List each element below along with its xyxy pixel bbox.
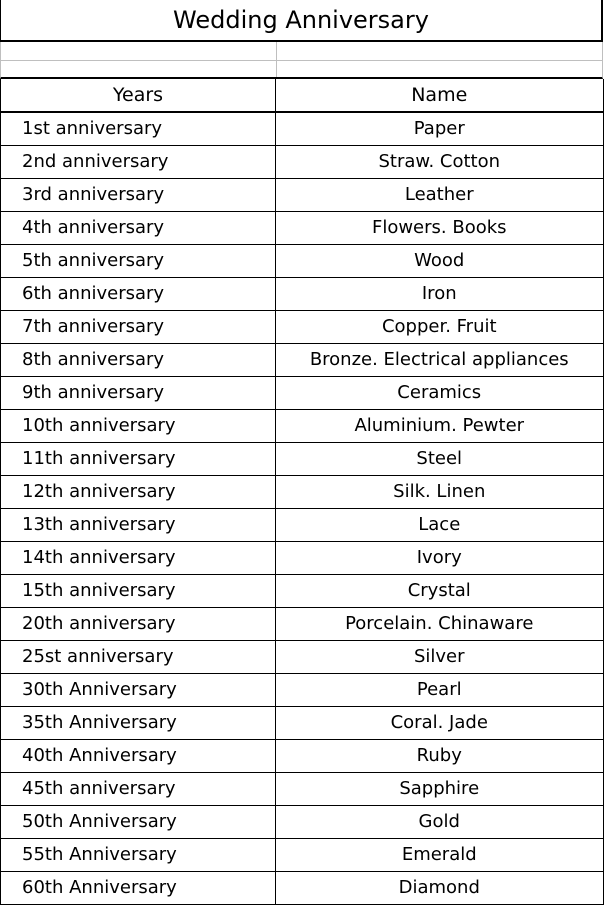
year-cell[interactable]: 6th anniversary (1, 277, 276, 310)
year-cell[interactable]: 4th anniversary (1, 211, 276, 244)
table-row (1, 376, 604, 409)
name-cell[interactable]: Lace (276, 508, 604, 541)
year-cell[interactable]: 12th anniversary (1, 475, 276, 508)
table-row (1, 475, 604, 508)
year-cell[interactable]: 20th anniversary (1, 607, 276, 640)
year-cell[interactable]: 40th Anniversary (1, 739, 276, 772)
year-cell[interactable]: 7th anniversary (1, 310, 276, 343)
year-cell[interactable]: 14th anniversary (1, 541, 276, 574)
column-header-years[interactable]: Years (1, 79, 276, 112)
table-row (1, 838, 604, 871)
anniversary-table (0, 79, 604, 905)
empty-row[interactable] (0, 42, 603, 61)
table-row (1, 145, 604, 178)
name-cell[interactable]: Ivory (276, 541, 604, 574)
table-row (1, 805, 604, 838)
name-cell[interactable]: Iron (276, 277, 604, 310)
year-cell[interactable]: 45th anniversary (1, 772, 276, 805)
column-divider (276, 42, 277, 60)
year-cell[interactable]: 25st anniversary (1, 640, 276, 673)
name-cell[interactable]: Ruby (276, 739, 604, 772)
table-body (1, 112, 604, 904)
year-cell[interactable]: 35th Anniversary (1, 706, 276, 739)
table-row (1, 178, 604, 211)
table-row (1, 706, 604, 739)
name-cell[interactable]: Copper. Fruit (276, 310, 604, 343)
name-cell[interactable]: Wood (276, 244, 604, 277)
table-row (1, 640, 604, 673)
name-cell[interactable]: Silver (276, 640, 604, 673)
column-divider (276, 61, 277, 77)
year-cell[interactable]: 50th Anniversary (1, 805, 276, 838)
table-row (1, 508, 604, 541)
name-cell[interactable]: Bronze. Electrical appliances (276, 343, 604, 376)
name-cell[interactable]: Leather (276, 178, 604, 211)
name-cell[interactable]: Porcelain. Chinaware (276, 607, 604, 640)
table-row (1, 739, 604, 772)
table-row (1, 871, 604, 904)
year-cell[interactable]: 60th Anniversary (1, 871, 276, 904)
table-row (1, 310, 604, 343)
name-cell[interactable]: Paper (276, 112, 604, 145)
year-cell[interactable]: 1st anniversary (1, 112, 276, 145)
year-cell[interactable]: 10th anniversary (1, 409, 276, 442)
name-cell[interactable]: Pearl (276, 673, 604, 706)
table-row (1, 607, 604, 640)
year-cell[interactable]: 8th anniversary (1, 343, 276, 376)
name-cell[interactable]: Sapphire (276, 772, 604, 805)
table-row (1, 409, 604, 442)
name-cell[interactable]: Silk. Linen (276, 475, 604, 508)
table-row (1, 343, 604, 376)
name-cell[interactable]: Emerald (276, 838, 604, 871)
table-row (1, 772, 604, 805)
year-cell[interactable]: 30th Anniversary (1, 673, 276, 706)
name-cell[interactable]: Aluminium. Pewter (276, 409, 604, 442)
table-row (1, 244, 604, 277)
table-row (1, 211, 604, 244)
header-row (1, 79, 604, 112)
year-cell[interactable]: 55th Anniversary (1, 838, 276, 871)
name-cell[interactable]: Ceramics (276, 376, 604, 409)
year-cell[interactable]: 3rd anniversary (1, 178, 276, 211)
year-cell[interactable]: 9th anniversary (1, 376, 276, 409)
name-cell[interactable]: Steel (276, 442, 604, 475)
name-cell[interactable]: Crystal (276, 574, 604, 607)
year-cell[interactable]: 15th anniversary (1, 574, 276, 607)
table-row (1, 112, 604, 145)
name-cell[interactable]: Straw. Cotton (276, 145, 604, 178)
table-row (1, 277, 604, 310)
table-title[interactable]: Wedding Anniversary (0, 0, 603, 42)
empty-row[interactable] (0, 61, 603, 79)
table-row (1, 442, 604, 475)
table-row (1, 541, 604, 574)
year-cell[interactable]: 11th anniversary (1, 442, 276, 475)
year-cell[interactable]: 2nd anniversary (1, 145, 276, 178)
year-cell[interactable]: 13th anniversary (1, 508, 276, 541)
name-cell[interactable]: Coral. Jade (276, 706, 604, 739)
table-row (1, 574, 604, 607)
column-header-name[interactable]: Name (276, 79, 604, 112)
table-row (1, 673, 604, 706)
name-cell[interactable]: Gold (276, 805, 604, 838)
name-cell[interactable]: Flowers. Books (276, 211, 604, 244)
name-cell[interactable]: Diamond (276, 871, 604, 904)
year-cell[interactable]: 5th anniversary (1, 244, 276, 277)
